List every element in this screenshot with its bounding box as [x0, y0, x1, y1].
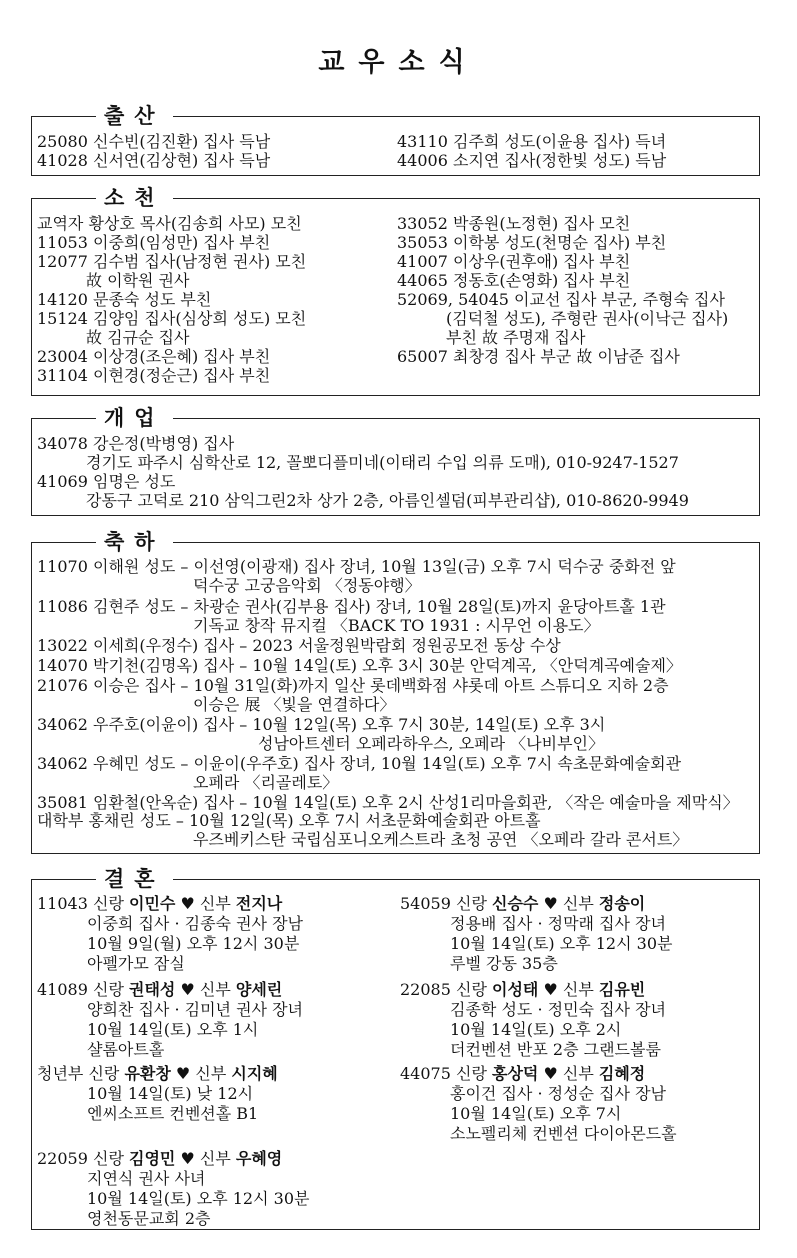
congrats-line-9: 34062 우주호(이윤이) 집사 – 10월 12일(목) 오후 7시 30분, 14일(토) 오후 3시 [37, 715, 606, 734]
wedding-detail-line: 10월 14일(토) 오후 7시 [450, 1104, 622, 1123]
wedding-detail-line: 10월 14일(토) 오후 2시 [450, 1020, 622, 1039]
wedding-detail-line: 10월 14일(토) 오후 12시 30분 [87, 1189, 310, 1208]
groom-label: 신랑 [455, 1064, 492, 1083]
bride-name: 김혜정 [598, 1064, 646, 1083]
groom-name: 이성태 [491, 980, 539, 999]
birth-right-1: 43110 김주희 성도(이윤용 집사) 득녀 [397, 132, 667, 151]
wedding-entry-head [37, 980, 282, 999]
death-left-3: 12077 김수범 집사(남정현 권사) 모친 [37, 252, 307, 271]
opening-line-3: 41069 임명은 성도 [37, 472, 176, 491]
groom-name: 권태성 [128, 980, 176, 999]
groom-label: 신랑 [92, 894, 129, 913]
congrats-line-8: 이승은 展 〈빛을 연결하다〉 [193, 695, 396, 714]
bride-label: 신부 [199, 894, 236, 913]
birth-left-1: 25080 신수빈(김진환) 집사 득남 [37, 132, 271, 151]
wedding-id: 44075 [400, 1064, 456, 1083]
congrats-line-5: 13022 이세희(우정수) 집사 – 2023 서울정원박람회 정원공모전 동상 수상 [37, 636, 561, 655]
death-left-6: 15124 김양임 집사(심상희 성도) 모친 [37, 309, 307, 328]
congrats-line-7: 21076 이승은 집사 – 10월 31일(화)까지 일산 롯데백화점 샤롯데 아트 스튜디오 지하 2층 [37, 676, 669, 695]
wedding-id: 22085 [400, 980, 456, 999]
groom-label: 신랑 [92, 980, 129, 999]
opening-line-4: 강동구 고덕로 210 삼익그린2차 상가 2층, 아름인셀덤(피부관리샵), 010-8620-9949 [86, 491, 689, 510]
bride-name: 김유빈 [598, 980, 646, 999]
congrats-line-1: 11070 이해원 성도 – 이선영(이광재) 집사 장녀, 10월 13일(금) 오후 7시 덕수궁 중화전 앞 [37, 557, 676, 576]
death-right-4: 44065 정동호(손영화) 집사 부친 [397, 271, 631, 290]
wedding-detail-line: 김종학 성도 · 정민숙 집사 장녀 [450, 1000, 666, 1019]
congrats-line-11: 34062 우혜민 성도 – 이윤이(우주호) 집사 장녀, 10월 14일(토) 오후 7시 속초문화예술회관 [37, 754, 682, 773]
wedding-id: 11043 [37, 894, 93, 913]
congrats-line-10: 성남아트센터 오페라하우스, 오페라 〈나비부인〉 [258, 734, 605, 753]
wedding-detail-line: 아펠가모 잠실 [87, 954, 185, 973]
groom-label: 신랑 [92, 1149, 129, 1168]
congrats-line-3: 11086 김현주 성도 – 차광순 권사(김부용 집사) 장녀, 10월 28일(토)까지 윤당아트홀 1관 [37, 597, 666, 616]
wedding-detail-line: 10월 14일(토) 낮 12시 [87, 1084, 254, 1103]
death-left-4: 故 이학원 권사 [86, 271, 190, 290]
bride-name: 우혜영 [235, 1149, 283, 1168]
bride-label: 신부 [562, 1064, 599, 1083]
birth-left-2: 41028 신서연(김상현) 집사 득남 [37, 151, 271, 170]
wedding-id: 22059 [37, 1149, 93, 1168]
heart-icon: ♥ [175, 1149, 200, 1168]
heart-icon: ♥ [538, 1064, 563, 1083]
wedding-detail-line: 정용배 집사 · 정막래 집사 장녀 [450, 914, 666, 933]
death-left-9: 31104 이현경(정순근) 집사 부친 [37, 366, 271, 385]
congrats-heading: 축하 [96, 530, 173, 554]
congrats-line-4: 기독교 창작 뮤지컬 〈BACK TO 1931 : 시무언 이용도〉 [193, 616, 600, 635]
opening-line-1: 34078 강은정(박병영) 집사 [37, 434, 235, 453]
death-left-1: 교역자 황상호 목사(김송희 사모) 모친 [37, 214, 302, 233]
wedding-entry-head [400, 980, 645, 999]
groom-name: 김영민 [128, 1149, 176, 1168]
wedding-detail-line: 소노펠리체 컨벤션 다이아몬드홀 [450, 1124, 677, 1143]
wedding-detail-line: 엔씨소프트 컨벤션홀 B1 [87, 1104, 259, 1123]
bride-label: 신부 [199, 980, 236, 999]
groom-label: 신랑 [455, 980, 492, 999]
wedding-detail-line: 루벨 강동 35층 [450, 954, 558, 973]
death-left-2: 11053 이중희(임성만) 집사 부친 [37, 233, 271, 252]
death-heading: 소천 [96, 186, 173, 210]
groom-label: 신랑 [455, 894, 492, 913]
bride-name: 정송이 [598, 894, 646, 913]
death-right-7: 부친 故 주명재 집사 [446, 328, 586, 347]
heart-icon: ♥ [538, 894, 563, 913]
wedding-detail-line: 샬롬아트홀 [87, 1040, 165, 1059]
bride-name: 양세린 [235, 980, 283, 999]
wedding-id: 54059 [400, 894, 456, 913]
wedding-entry-head [37, 894, 282, 913]
wedding-entry-head [400, 1064, 645, 1083]
wedding-detail-line: 홍이건 집사 · 정성순 집사 장남 [450, 1084, 666, 1103]
wedding-entry-head [37, 1064, 278, 1083]
congrats-line-15: 우즈베키스탄 국립심포니오케스트라 초청 공연 〈오페라 갈라 콘서트〉 [193, 830, 689, 849]
death-left-8: 23004 이상경(조은혜) 집사 부친 [37, 347, 271, 366]
opening-line-2: 경기도 파주시 심학산로 12, 꼴뽀디플미네(이태리 수입 의류 도매), 010-9247-1527 [86, 453, 679, 472]
groom-name: 신승수 [491, 894, 539, 913]
wedding-detail-line: 영천동문교회 2층 [87, 1209, 211, 1228]
wedding-heading: 결혼 [96, 867, 173, 891]
wedding-detail-line: 10월 14일(토) 오후 12시 30분 [450, 934, 673, 953]
heart-icon: ♥ [170, 1064, 196, 1083]
wedding-detail-line: 지연식 권사 사녀 [87, 1169, 206, 1188]
congrats-line-6: 14070 박기천(김명옥) 집사 – 10월 14일(토) 오후 3시 30분 안덕계곡, 〈안덕계곡예술제〉 [37, 656, 682, 675]
death-right-8: 65007 최창경 집사 부군 故 이남준 집사 [397, 347, 680, 366]
death-left-7: 故 김규순 집사 [86, 328, 190, 347]
death-right-6: (김덕철 성도), 주형란 권사(이낙근 집사) [446, 309, 729, 328]
wedding-entry-head [400, 894, 645, 913]
wedding-detail-line: 10월 9일(월) 오후 12시 30분 [87, 934, 300, 953]
congrats-line-13: 35081 임환철(안옥순) 집사 – 10월 14일(토) 오후 2시 산성1리마을회관, 〈작은 예술마을 제막식〉 [37, 793, 739, 812]
death-right-3: 41007 이상우(권후애) 집사 부친 [397, 252, 631, 271]
page-title: 교우소식 [318, 47, 479, 78]
congrats-line-2: 덕수궁 고궁음악회 〈정동야행〉 [193, 576, 421, 595]
congrats-line-14: 대학부 홍채린 성도 – 10월 12일(목) 오후 7시 서초문화예술회관 아트홀 [37, 811, 541, 830]
bride-label: 신부 [562, 894, 599, 913]
groom-label: 신랑 [88, 1064, 125, 1083]
wedding-id: 청년부 [37, 1064, 89, 1083]
groom-name: 홍상덕 [491, 1064, 539, 1083]
death-left-5: 14120 문종숙 성도 부친 [37, 290, 212, 309]
death-right-1: 33052 박종원(노정현) 집사 모친 [397, 214, 631, 233]
wedding-entry-head [37, 1149, 282, 1168]
heart-icon: ♥ [175, 980, 200, 999]
heart-icon: ♥ [175, 894, 200, 913]
bride-name: 전지나 [235, 894, 283, 913]
bride-name: 시지혜 [231, 1064, 278, 1083]
groom-name: 이민수 [128, 894, 176, 913]
birth-right-2: 44006 소지연 집사(정한빛 성도) 득남 [397, 151, 667, 170]
opening-heading: 개업 [96, 406, 173, 430]
bride-label: 신부 [199, 1149, 236, 1168]
wedding-detail-line: 10월 14일(토) 오후 1시 [87, 1020, 259, 1039]
wedding-detail-line: 이중희 집사 · 김종숙 권사 장남 [87, 914, 303, 933]
wedding-detail-line: 양희찬 집사 · 김미년 권사 장녀 [87, 1000, 303, 1019]
bride-label: 신부 [562, 980, 599, 999]
birth-heading: 출산 [96, 104, 173, 128]
congrats-line-12: 오페라 〈리골레토〉 [193, 773, 339, 792]
heart-icon: ♥ [538, 980, 563, 999]
wedding-detail-line: 더컨벤션 반포 2층 그랜드볼룸 [450, 1040, 661, 1059]
death-right-5: 52069, 54045 이교선 집사 부군, 주형숙 집사 [397, 290, 725, 309]
bride-label: 신부 [195, 1064, 232, 1083]
death-right-2: 35053 이학봉 성도(천명순 집사) 부친 [397, 233, 667, 252]
wedding-id: 41089 [37, 980, 93, 999]
groom-name: 유환창 [124, 1064, 171, 1083]
